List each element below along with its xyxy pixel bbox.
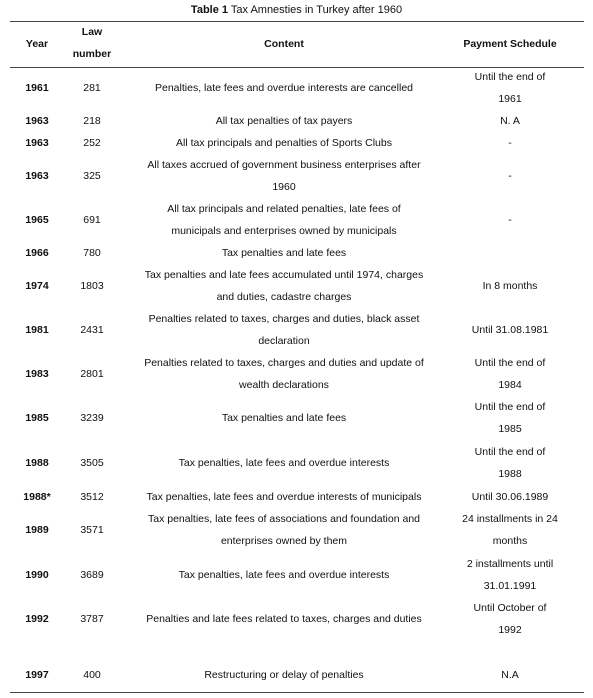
row-law-number: 3571 (80, 524, 104, 536)
row-year: 1961 (25, 82, 49, 94)
row-payment-schedule: 2 installments until 31.01.1991 (466, 558, 554, 592)
row-payment-schedule: Until October of 1992 (473, 602, 547, 636)
row-year: 1983 (25, 368, 49, 380)
row-year: 1988* (23, 491, 51, 503)
row-law-number: 780 (83, 247, 101, 259)
row-content: All tax penalties of tax payers (215, 115, 353, 127)
row-content: Tax penalties, late fees and overdue interests (178, 457, 390, 469)
table-caption (0, 3, 593, 17)
row-law-number: 691 (83, 214, 101, 226)
row-law-number: 400 (83, 669, 101, 681)
row-law-number: 218 (83, 115, 101, 127)
row-year: 1981 (25, 324, 49, 336)
row-content: Tax penalties and late fees (221, 412, 347, 424)
row-law-number: 3787 (80, 613, 104, 625)
table-label: Table 1 (190, 4, 229, 16)
table-title: Tax Amnesties in Turkey after 1960 (230, 4, 403, 16)
row-content: Restructuring or delay of penalties (204, 669, 364, 681)
header-payment-schedule: Payment Schedule (463, 38, 557, 50)
row-year: 1963 (25, 170, 49, 182)
row-content: Tax penalties, late fees and overdue interests of municipals (146, 491, 422, 503)
row-payment-schedule: Until 31.08.1981 (471, 324, 549, 336)
row-payment-schedule: - (508, 137, 512, 149)
row-law-number: 325 (83, 170, 101, 182)
header-content: Content (264, 38, 304, 50)
row-year: 1992 (25, 613, 49, 625)
row-payment-schedule: Until the end of 1985 (474, 401, 546, 435)
row-payment-schedule: 24 installments in 24 months (462, 513, 558, 547)
row-payment-schedule: N. A (500, 115, 520, 127)
row-year: 1963 (25, 115, 49, 127)
row-payment-schedule: In 8 months (482, 280, 538, 292)
row-content: Tax penalties, late fees and overdue interests (178, 569, 390, 581)
row-law-number: 281 (83, 82, 101, 94)
bottom-rule (10, 692, 584, 693)
row-content: All tax principals and related penalties, late fees of municipals and enterprises owned by municipals (167, 203, 401, 237)
row-content: All tax principals and penalties of Sports Clubs (176, 137, 392, 149)
row-year: 1990 (25, 569, 49, 581)
row-year: 1974 (25, 280, 49, 292)
header-year: Year (25, 38, 49, 50)
row-year: 1966 (25, 247, 49, 259)
row-payment-schedule: Until the end of 1961 (474, 71, 546, 105)
row-law-number: 3689 (80, 569, 104, 581)
row-content: Penalties and late fees related to taxes, charges and duties (146, 613, 422, 625)
row-year: 1997 (25, 669, 49, 681)
row-payment-schedule: Until the end of 1988 (474, 446, 546, 480)
row-content: Tax penalties and late fees (221, 247, 347, 259)
row-content: All taxes accrued of government business enterprises after 1960 (147, 159, 421, 193)
row-law-number: 3239 (80, 412, 104, 424)
row-content: Penalties, late fees and overdue interests are cancelled (155, 82, 413, 94)
row-law-number: 252 (83, 137, 101, 149)
row-year: 1985 (25, 412, 49, 424)
row-law-number: 2431 (80, 324, 104, 336)
row-year: 1988 (25, 457, 49, 469)
row-law-number: 2801 (80, 368, 104, 380)
header-law-number: Law number (72, 26, 112, 60)
row-law-number: 3505 (80, 457, 104, 469)
row-content: Tax penalties and late fees accumulated until 1974, charges and duties, cadastre charges (144, 269, 424, 303)
row-payment-schedule: Until 30.06.1989 (471, 491, 549, 503)
row-payment-schedule (440, 242, 580, 264)
row-content: Tax penalties, late fees of associations and foundation and enterprises owned by them (147, 513, 421, 547)
row-law-number: 3512 (80, 491, 104, 503)
row-year: 1965 (25, 214, 49, 226)
row-payment-schedule: - (508, 214, 512, 226)
row-payment-schedule: Until the end of 1984 (474, 357, 546, 391)
row-payment-schedule: - (508, 170, 512, 182)
row-law-number: 1803 (80, 280, 104, 292)
row-year: 1989 (25, 524, 49, 536)
row-year: 1963 (25, 137, 49, 149)
row-payment-schedule: N.A (501, 669, 519, 681)
row-content: Penalties related to taxes, charges and duties and update of wealth declarations (144, 357, 424, 391)
row-content: Penalties related to taxes, charges and duties, black asset declaration (148, 313, 420, 347)
